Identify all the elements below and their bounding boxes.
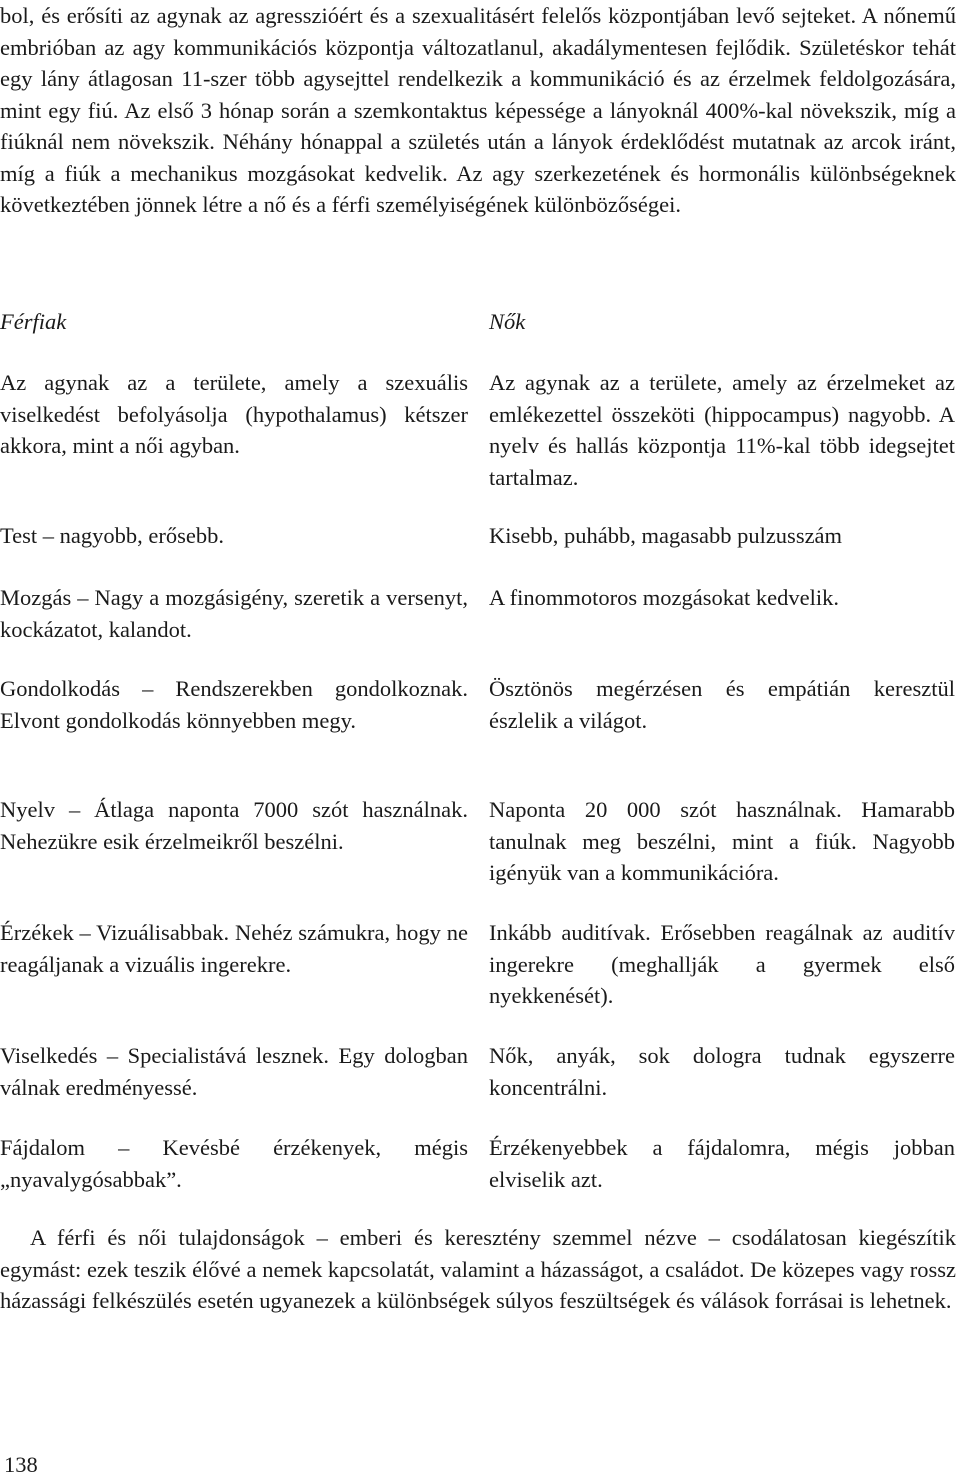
men-behavior-cell: Viselkedés – Specialistává lesznek. Egy dologban válnak eredményessé. xyxy=(0,1043,468,1100)
women-thinking-cell: Ösztönös megérzésen és empátián keresztül észlelik a világot. xyxy=(489,676,955,733)
women-column-heading: Nők xyxy=(489,309,526,334)
women-behavior-cell: Nők, anyák, sok dologra tudnak egyszerre koncentrálni. xyxy=(489,1043,955,1100)
women-body-cell: Kisebb, puhább, magasabb pulzusszám xyxy=(489,523,843,548)
men-column-heading: Férfiak xyxy=(0,309,67,334)
women-brain-cell: Az agynak az a területe, amely az érzelmeket az emlékezettel összeköti (hippocampus) nagyobb. A nyelv és hallás központja 11%-kal több idegsejtet tartalmaz. xyxy=(489,370,955,490)
women-pain-cell: Érzékenyebbek a fájdalomra, mégis jobban elviselik azt. xyxy=(489,1135,955,1192)
women-senses-cell: Inkább auditívak. Erősebben reagálnak az auditív ingerekre (meghallják a gyermek első nyekkenését). xyxy=(489,920,955,1008)
closing-paragraph: A férfi és női tulajdonságok – emberi és keresztény szemmel nézve – csodálatosan kiegészítik egymást: ezek teszik élővé a nemek kapcsolatát, valamint a házasságot, a családot. De közepes vagy rossz házassági felkészülés esetén ugyanezek a különbségek súlyos feszültségek és válások forrásai is lehetnek. xyxy=(0,1225,956,1313)
men-body-cell: Test – nagyobb, erősebb. xyxy=(0,523,225,548)
men-pain-cell: Fájdalom – Kevésbé érzékenyek, mégis „nyavalygósabbak”. xyxy=(0,1135,468,1192)
women-movement-cell: A finommotoros mozgásokat kedvelik. xyxy=(489,585,839,610)
men-senses-cell: Érzékek – Vizuálisabbak. Nehéz számukra, hogy ne reagáljanak a vizuális ingerekre. xyxy=(0,920,468,977)
men-thinking-cell: Gondolkodás – Rendszerekben gondolkoznak. Elvont gondolkodás könnyebben megy. xyxy=(0,676,468,733)
men-movement-cell: Mozgás – Nagy a mozgásigény, szeretik a versenyt, kockázatot, kalandot. xyxy=(0,585,468,642)
women-language-cell: Naponta 20 000 szót használnak. Hamarabb tanulnak meg beszélni, mint a fiúk. Nagyobb igényük van a kommunikációra. xyxy=(489,797,955,885)
men-language-cell: Nyelv – Átlaga naponta 7000 szót használnak. Nehezükre esik érzelmeikről beszélni. xyxy=(0,797,468,854)
intro-paragraph: bol, és erősíti az agynak az agresszióért és a szexualitásért felelős központjában levő sejteket. A nőnemű embrióban az agy kommunikációs központja változatlanul, akadálymentesen fejlődik. Születéskor tehát egy lány átlagosan 11-szer több agysejttel rendelkezik a kommunikáció és az érzelmek feldolgozására, mint egy fiú. Az első 3 hónap során a szemkontaktus képessége a lányoknál 400%-kal növekszik, míg a fiúknál nem növekszik. Néhány hónappal a születés után a lányok érdeklődést mutatnak az arcok iránt, míg a fiúk a mechanikus mozgásokat kedvelik. Az agy szerkezetének és hormonális különbségeknek következtében jönnek létre a nő és a férfi személyiségének különbözőségei. xyxy=(0,3,956,217)
men-brain-cell: Az agynak az a területe, amely a szexuális viselkedést befolyásolja (hypothalamus) kétszer akkora, mint a női agyban. xyxy=(0,370,468,458)
page-number: 138 xyxy=(4,1452,38,1477)
